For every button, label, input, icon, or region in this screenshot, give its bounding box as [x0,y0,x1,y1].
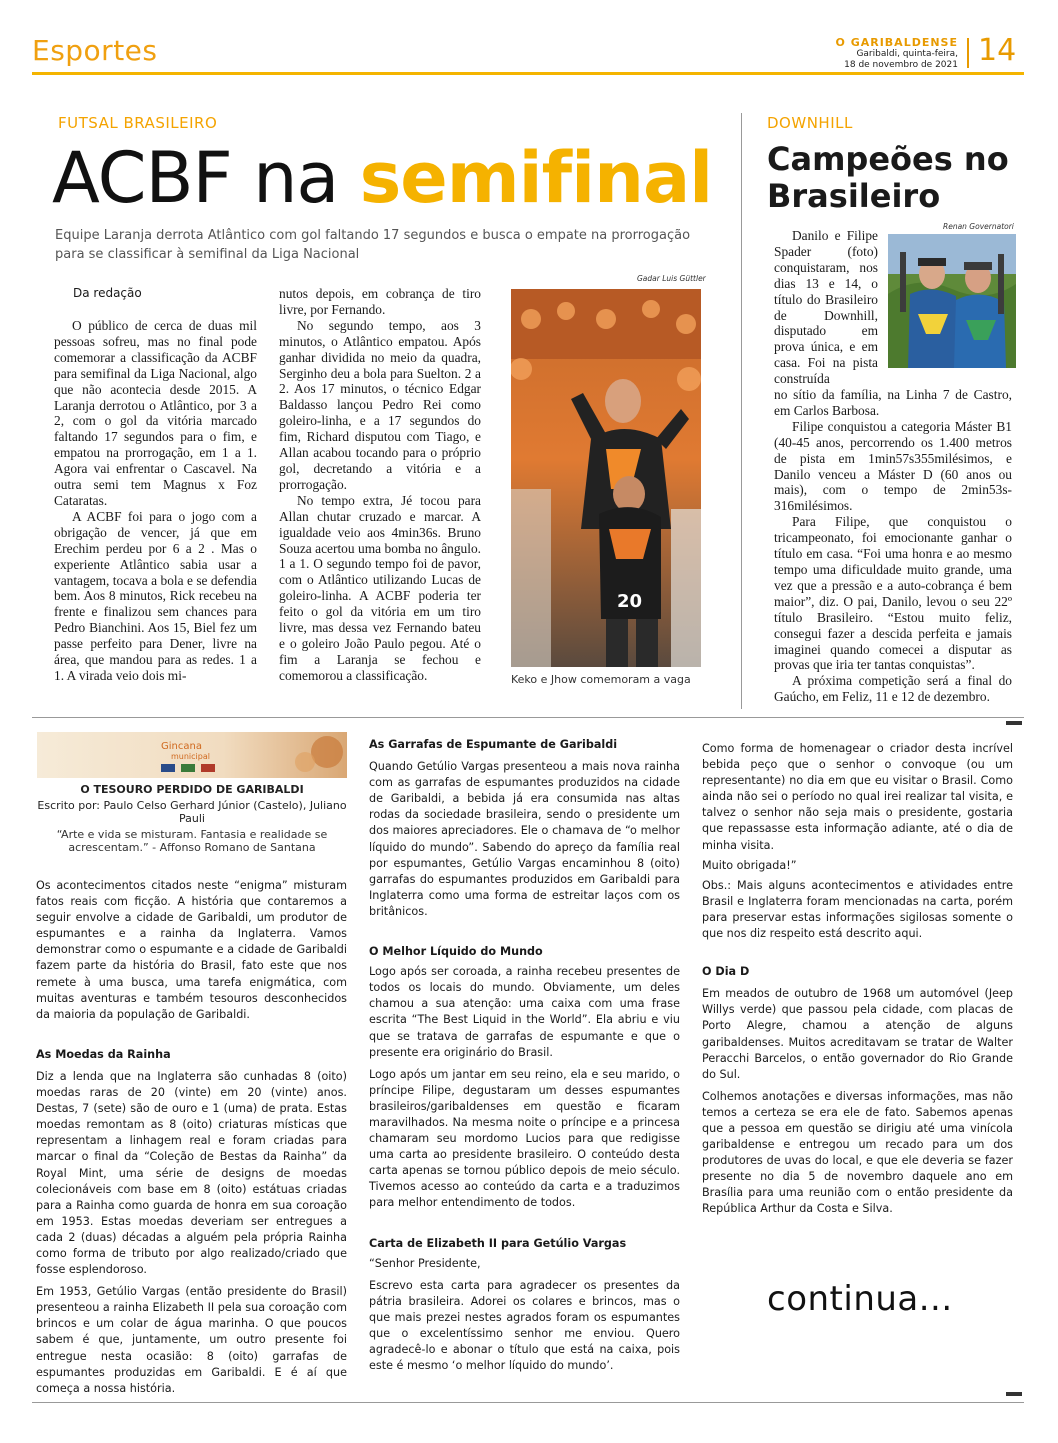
main-story-kicker: FUTSAL BRASILEIRO [58,114,218,132]
footer-rule [32,1402,1024,1403]
paragraph: Muito obrigada!” [702,858,797,872]
paragraph: Em meados de outubro de 1968 um automóvel (Jeep Willys verde) que passou pela cidade, com placas de Porto Alegre, chamou a atenção de alguns garibaldenses. Muitos acreditavam se tratar de Walter Peracchi Barcelos, o então governador do Rio Grande do Sul. [702,987,1013,1081]
subheading-dia-d: O Dia D [702,965,750,979]
futsal-celebration-photo [511,289,701,667]
subheading-carta: Carta de Elizabeth II para Getúlio Vargas [369,1236,627,1250]
downhill-riders-photo [888,234,1016,368]
paragraph: Para Filipe, que conquistou o tricampeonato, foi emocionante ganhar o título em casa. “Foi uma honra e ao mesmo tempo uma dificuldade muito grande, uma vez que a pressão e a auto-cobrança é bem maior”, diz. O pai, Danilo, levou o seu 22º título Brasileiro. “Estou muito feliz, consegui fazer a descida perfeita e jamais imaginei quando comecei a disputar as provas que iria ter tantas conquistas”. [774,514,1012,673]
treasure-column-1 [36,878,347,1397]
main-story-subhead: Equipe Laranja derrota Atlântico com gol faltando 17 segundos e busca o empate na prorrogação para se classificar à semifinal da Liga Nacional [55,228,691,262]
paragraph: Escrevo esta carta para agradecer os presentes da pátria brasileira. Adorei os colares e brincos, mas o que mais prezei nestes agrados foram os espumantes que o excelentíssimo senhor me enviou. Quero agradecê-lo e abonar o título que está na caixa, pois este é mesmo ‘o melhor líquido do mundo’. [369,1278,680,1373]
paragraph: Diz a lenda que na Inglaterra são cunhadas 8 (oito) moedas raras de 20 (vinte) em 20 (vinte) anos. Destas, 7 (sete) são de ouro e 1 (uma) de prata. Estas moedas remontam as 8 (oito) criaturas místicas que representam a linhagem real e foram criadas para marcar o final da “Coleção de Bestas da Rainha” da Royal Mint, uma série de designs de moedas colecionáveis com base em 8 (oito) estátuas criadas para a Rainha como guarda de honra em sua coroação em 1953. Estas moedas deveriam ser entregues a cada 2 (duas) décadas a alguém pela própria Rainha como forma de tributo por algo realizado/criado que fosse esplendoroso. [36,1069,347,1277]
side-story-kicker: DOWNHILL [767,114,853,132]
page-number-divider [967,38,969,68]
paragraph: “Senhor Presidente, [369,1256,481,1270]
header-rule [32,72,1024,75]
paragraph: Obs.: Mais alguns acontecimentos e atividades entre Brasil e Inglaterra foram mencionadas na carta, porém para preservar estas informações sigilosas somente o que nos diz respeito está descrito aqui. [702,878,1013,941]
gincana-banner [37,732,347,778]
continued-label: continua... [767,1279,953,1319]
side-photo-credit: Renan Governatori [943,222,1014,231]
paper-name: O GARIBALDENSE [835,36,958,49]
paragraph: Filipe conquistou a categoria Máster B1 (40-45 anos, percorrendo os 1.400 metros de pista em 1min57s355milésimos, e Danilo venceu a Máster D (60 anos ou mais), com o tempo de 2min53s-316milésimos. [774,418,1012,514]
subheading-liquido: O Melhor Líquido do Mundo [369,945,543,959]
subheading-garrafas: As Garrafas de Espumante de Garibaldi [369,738,618,751]
paragraph: Quando Getúlio Vargas presenteou a mais nova rainha com as garrafas de espumantes produzidos na cidade de Garibaldi, a bebida já era consumida nas altas rodas da sociedade brasileira, sendo o presidente um dos maiores apreciadores. Ele o chamava de “o melhor líquido do mundo”. Sabendo do apreço da família real por espumantes, Getúlio Vargas encaminhou 8 (oito) garrafas do espumantes produzidos em Garibaldi para Inglaterra como uma forma de estreitar laços com os britânicos. [369,760,680,918]
main-story-photo [511,289,701,667]
treasure-title: O TESOURO PERDIDO DE GARIBALDI [80,783,304,796]
subheading-moedas: As Moedas da Rainha [36,1047,171,1061]
column-divider [741,113,742,709]
jersey-number: 20 [617,591,643,612]
treasure-column-3 [702,741,1013,1218]
main-photo-credit: Gadar Luis Güttler [637,274,706,283]
page-number: 14 [978,33,1017,68]
paragraph: A ACBF foi para o jogo com a obrigação de vencer, já que em Erechim perdeu por 6 a 2 . Mas o experiente Atlântico sabia usar a vantagem, tocava a bola e se defendia bem. Aos 8 minutos, Rick recebeu na frente e finalizou sem chances para Pedro Bianchini. Aos 15, Biel fez um passe perfeito para Dener, livre na área, que mandou para as redes. 1 a 1. A virada veio dois mi- [54,508,257,683]
paper-date-line-2: 18 de novembro de 2021 [844,60,958,70]
paragraph: O público de cerca de duas mil pessoas sofreu, mas no final pode comemorar a classificação da ACBF para semifinal da Liga Nacional, algo que não acontecia desde 2015. A Laranja derrotou o Atlântico, por 3 a 2, com o gol da vitória marcado faltando 17 segundos para o fim, e empatou na prorrogação, em 1 a 1. Agora vai enfrentar o Cascavel. Na outra semi tem Magnus x Foz Cataratas. [54,318,257,508]
paragraph: Em 1953, Getúlio Vargas (então presidente do Brasil) presenteou a rainha Elizabeth II pela sua coroação com brincos e um colar de água marinha. O que poucos sabem é que, juntamente, um outro presente foi entregue nesta ocasião: 8 (oito) garrafas de espumantes produzidas em Garibaldi. E é aí que começa a nossa história. [36,1285,347,1395]
main-story-headline [52,138,712,218]
main-photo-caption: Keko e Jhow comemoram a vaga [511,673,691,686]
side-story-text-wrap [774,228,878,387]
paragraph: Danilo e Filipe Spader (foto) conquistaram, nos dias 13 e 14, o título do Brasileiro de Downhill, disputado em prova única, e em casa. Foi na pista construída [774,228,878,387]
end-mark [1006,1392,1022,1396]
paragraph: no sítio da família, na Linha 7 de Castro, em Carlos Barbosa. [774,387,1012,418]
paragraph: A próxima competição será a final do Gaúcho, em Feliz, 11 e 12 de dezembro. [774,673,1012,705]
paragraph: No tempo extra, Jé tocou para Allan chutar cruzado e marcar. A igualdade veio aos 4min36s. Bruno Souza acertou uma bomba no ângulo. 1 a 1. O segundo tempo foi de pavor, com o Atlântico utilizando Lucas de goleiro-linha. A ACBF poderia ter feito o gol da vitória em um tiro livre, mas dessa vez Fernando bateu e o goleiro João Paulo pegou. Até o fim a Laranja se fechou e comemorou a classificação. [279,492,481,683]
banner-gincana: Gincana [161,741,202,752]
treasure-column-2 [369,737,680,1374]
paragraph: nutos depois, em cobrança de tiro livre, por Fernando. [279,286,481,317]
masthead-info [836,36,958,71]
gincana-banner-graphic [37,732,347,778]
main-story-byline: Da redação [73,286,142,300]
headline-part-1: ACBF na [52,137,360,219]
paragraph: Logo após um jantar em seu reino, ela e seu marido, o príncipe Filipe, degustaram um desses espumantes brasileiros/garibaldenses em questão e ficaram maravilhados. Na mesma noite o príncipe e a princesa chamaram seu mordomo Lucios para que redigisse uma carta ao presidente brasileiro. O conteúdo desta carta apenas se tornou público depois de meio século. Tivemos acesso ao conteúdo da carta e a traduzimos para melhor entendimento de todos. [369,1067,680,1210]
side-story-headline: Campeões no Brasileiro [767,140,1009,215]
paragraph: Logo após ser coroada, a rainha recebeu presentes de todos os locais do mundo. Obviamente, um deles chamou a sua atenção: uma caixa com uma frase escrita “The Best Liquid in the World”. Ela abriu e viu que se tratava de garrafas de espumante e que o presente era originário do Brasil. [369,965,680,1059]
side-story-text [774,387,1012,705]
main-story-column-2 [279,286,481,684]
section-title: Esportes [32,34,158,67]
treasure-author: Escrito por: Paulo Celso Gerhard Júnior (Castelo), Juliano Pauli [37,799,347,825]
paragraph: No segundo tempo, aos 3 minutos, o Atlântico empatou. Após ganhar dividida no meio da quadra, Serginho deu a bola para Suelton. 2 a 2. Aos 17 minutos, o técnico Edgar Baldasso lançou Pedro Rei como goleiro-linha, e a 17 segundos do fim, Richard disputou com Tiago, e Allan acabou tocando para o próprio gol, decretando a vitória e a prorrogação. [279,317,481,492]
headline-part-2: semifinal [359,137,713,219]
section-rule [32,717,1024,718]
paper-date-line-1: Garibaldi, quinta-feira, [856,49,958,59]
side-story-photo [888,234,1016,368]
banner-municipal: municipal [171,752,210,761]
main-story-column-1 [54,318,257,684]
end-mark [1006,721,1022,725]
treasure-quote: “Arte e vida se misturam. Fantasia e realidade se acrescentam.” - Affonso Romano de Santana [56,828,328,854]
paragraph: Como forma de homenagear o criador desta incrível bebida peço que o senhor o convoque (ou um representante) no dia em que eu visitar o Brasil. Como ainda não sei o período no qual irei realizar tal visita, e talvez o senhor não seja mais o presidente, gostaria que repassasse esta informação adiante, até o dia de minha visita. [702,742,1013,852]
paragraph: Os acontecimentos citados neste “enigma” misturam fatos reais com ficção. A história que contaremos a seguir envolve a cidade de Garibaldi, um produtor de espumantes e a rainha da Inglaterra. Vamos demonstrar como o espumante e a cidade de Garibaldi fazem parte da história do Brasil, fato este que nos remete à uma busca, uma tarefa enigmática, com muitas aventuras e também tesouros desconhecidos da maioria da população de Garibaldi. [36,879,347,1021]
paragraph: Colhemos anotações e diversas informações, mas não temos a certeza se era ele de fato. Sabemos apenas que a pessoa em questão se dirigiu até uma vinícola garibaldense e entregou um recado para um dos produtores de uvas do local, e que ele deveria se fazer presente no dia 5 de novembro daquele ano em Brasília para uma reunião com o então presidente da República Arthur da Costa e Silva. [702,1089,1013,1216]
